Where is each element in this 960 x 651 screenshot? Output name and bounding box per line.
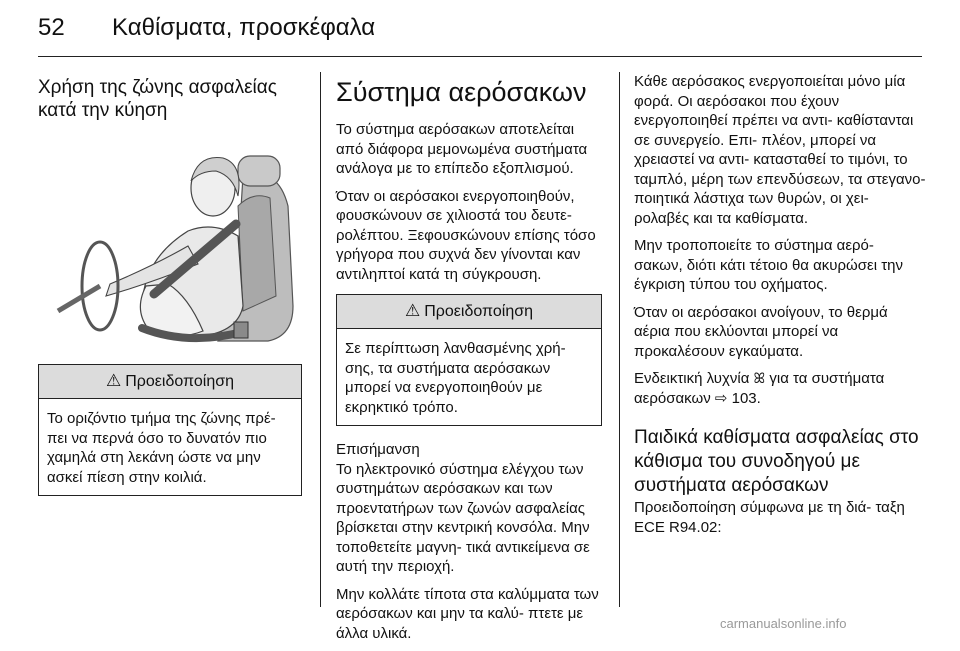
pregnancy-belt-heading: Χρήση της ζώνης ασφαλείας κατά την κύηση [38, 77, 277, 121]
watermark: carmanualsonline.info [720, 616, 847, 631]
right-paragraph-5: Προειδοποίηση σύμφωνα με τη διά- ταξη ECE R94.02: [634, 499, 905, 536]
airbag-paragraph-1: Το σύστημα αερόσακων αποτελείται από διάφορα μεμονωμένα συστήματα ανάλογα με το επίπεδο εξοπλισμού. [336, 121, 588, 177]
airbag-paragraph-3: Μην κολλάτε τίποτα στα καλύμματα των αερόσακων και μην τα καλύ- πτετε με άλλα υλικά. [336, 585, 599, 642]
note-title: Επισήμανση [336, 441, 420, 458]
illustration-svg [38, 136, 302, 350]
middle-column [336, 76, 602, 651]
warning-body [39, 399, 301, 495]
warning-title: Προειδοποίηση [125, 373, 234, 390]
warning-triangle-icon: ⚠ [404, 301, 421, 320]
warning-header [39, 365, 301, 399]
child-seat-heading: Παιδικά καθίσματα ασφαλείας στο κάθισμα του συνοδηγού με συστήματα αερόσακων [634, 427, 919, 496]
warning-text: Το οριζόντιο τμήμα της ζώνης πρέ- πει να περνά όσο το δυνατόν πιο χαμηλά στη λεκάνη ώστε να μην ασκεί πίεση στην κοιλιά. [47, 410, 276, 486]
page-reference-link[interactable]: 103. [731, 389, 761, 407]
airbag-warning-light-icon: ꕤ [753, 370, 766, 386]
airbag-paragraph-2: Όταν οι αερόσακοι ενεργοποιηθούν, φουσκώνουν σε χιλιοστά του δευτε- ρολέπτου. Ξεφουσκώνουν επίσης τόσο γρήγορα που συχνά δεν γίνονται καν αντιληπτοί κατά τη σύγκρουση. [336, 187, 596, 283]
warning-header [337, 295, 601, 329]
page-number: 52 [38, 14, 65, 41]
warning-triangle-icon: ⚠ [105, 371, 122, 390]
right-column [634, 72, 926, 545]
chapter-title: Καθίσματα, προσκέφαλα [112, 14, 376, 41]
column-divider-2 [619, 72, 620, 607]
page-ref-arrow-icon: ⇨ [714, 389, 728, 407]
column-divider-1 [320, 72, 321, 607]
page-header [38, 10, 922, 50]
indicator-text-pre: Ενδεικτική λυχνία [634, 370, 750, 387]
header-divider [38, 56, 922, 57]
right-paragraph-3: Όταν οι αερόσακοι ανοίγουν, το θερμά αέρια που εκλύονται μπορεί να προκαλέσουν εγκαύματα. [634, 303, 888, 360]
airbag-system-heading: Σύστημα αερόσακων [336, 77, 587, 107]
warning-body [337, 329, 601, 425]
note-text: Το ηλεκτρονικό σύστημα ελέγχου των συστημάτων αερόσακων και των προεντατήρων των ζωνών ασφαλείας βρίσκεται στην κεντρική κονσόλα. Μην τοποθετείτε μαγνη- τικά αντικείμενα σε αυτή την περιοχή. [336, 460, 590, 575]
right-paragraph-4 [634, 369, 926, 408]
pregnant-woman-seatbelt-illustration [38, 136, 302, 350]
warning-box-lap-belt [38, 364, 302, 496]
right-paragraph-1: Κάθε αερόσακος ενεργοποιείται μόνο μία φορά. Οι αερόσακοι που έχουν ενεργοποιηθεί πρέπει να αντι- καθίστανται σε συνεργείο. Επι- πλέον, μπορεί να χρειαστεί να αντι- κατασταθεί το τιμόνι, το ταμπλό, μέρη των επενδύσεων, τα στεγανο- ποιητικά λάστιχα των θυρών, οι χει- ρολαβές και τα καθίσματα. [634, 73, 926, 227]
warning-text: Σε περίπτωση λανθασμένης χρή- σης, τα συστήματα αερόσακων μπορεί να ενεργοποιηθούν με εκρηκτικό τρόπο. [345, 340, 566, 416]
warning-title: Προειδοποίηση [424, 303, 533, 320]
left-column [38, 76, 302, 510]
warning-box-airbag [336, 294, 602, 426]
indicator-text-post: για τα συστήματα αερόσακων [634, 370, 885, 407]
right-paragraph-2: Μην τροποποιείτε το σύστημα αερό- σακων, διότι κάτι τέτοιο θα ακυρώσει την έγκριση τύπου του οχήματος. [634, 237, 903, 293]
